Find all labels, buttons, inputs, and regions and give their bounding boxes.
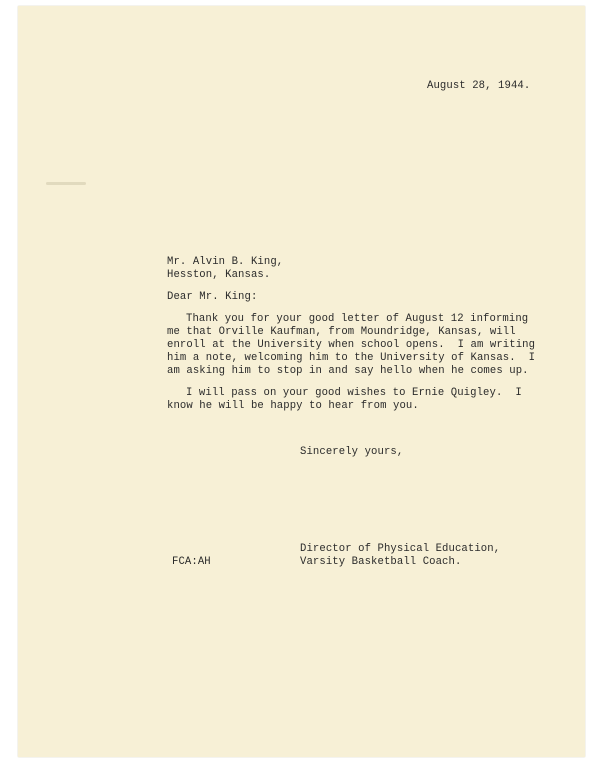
- closing: Sincerely yours,: [300, 446, 404, 458]
- signature-title-line: Director of Physical Education,: [300, 543, 501, 555]
- salutation: Dear Mr. King:: [167, 291, 258, 303]
- paragraph-line: know he will be happy to hear from you.: [167, 400, 419, 412]
- recipient-city: Hesston, Kansas.: [167, 269, 271, 281]
- typist-initials: FCA:AH: [172, 556, 211, 568]
- paragraph-line: enroll at the University when school opens. I am writing: [167, 339, 536, 351]
- letter-date: August 28, 1944.: [427, 80, 531, 92]
- paragraph-line: am asking him to stop in and say hello when he comes up.: [167, 365, 529, 377]
- paragraph-line: him a note, welcoming him to the University of Kansas. I: [167, 352, 536, 364]
- letter-page: [18, 6, 585, 757]
- recipient-name: Mr. Alvin B. King,: [167, 256, 284, 268]
- paragraph-line: I will pass on your good wishes to Ernie Quigley. I: [186, 387, 522, 399]
- paragraph-line: Thank you for your good letter of August 12 informing: [186, 313, 529, 325]
- paper-smudge: [46, 182, 86, 185]
- paragraph-line: me that Orville Kaufman, from Moundridge, Kansas, will: [167, 326, 516, 338]
- signature-title-line: Varsity Basketball Coach.: [300, 556, 462, 568]
